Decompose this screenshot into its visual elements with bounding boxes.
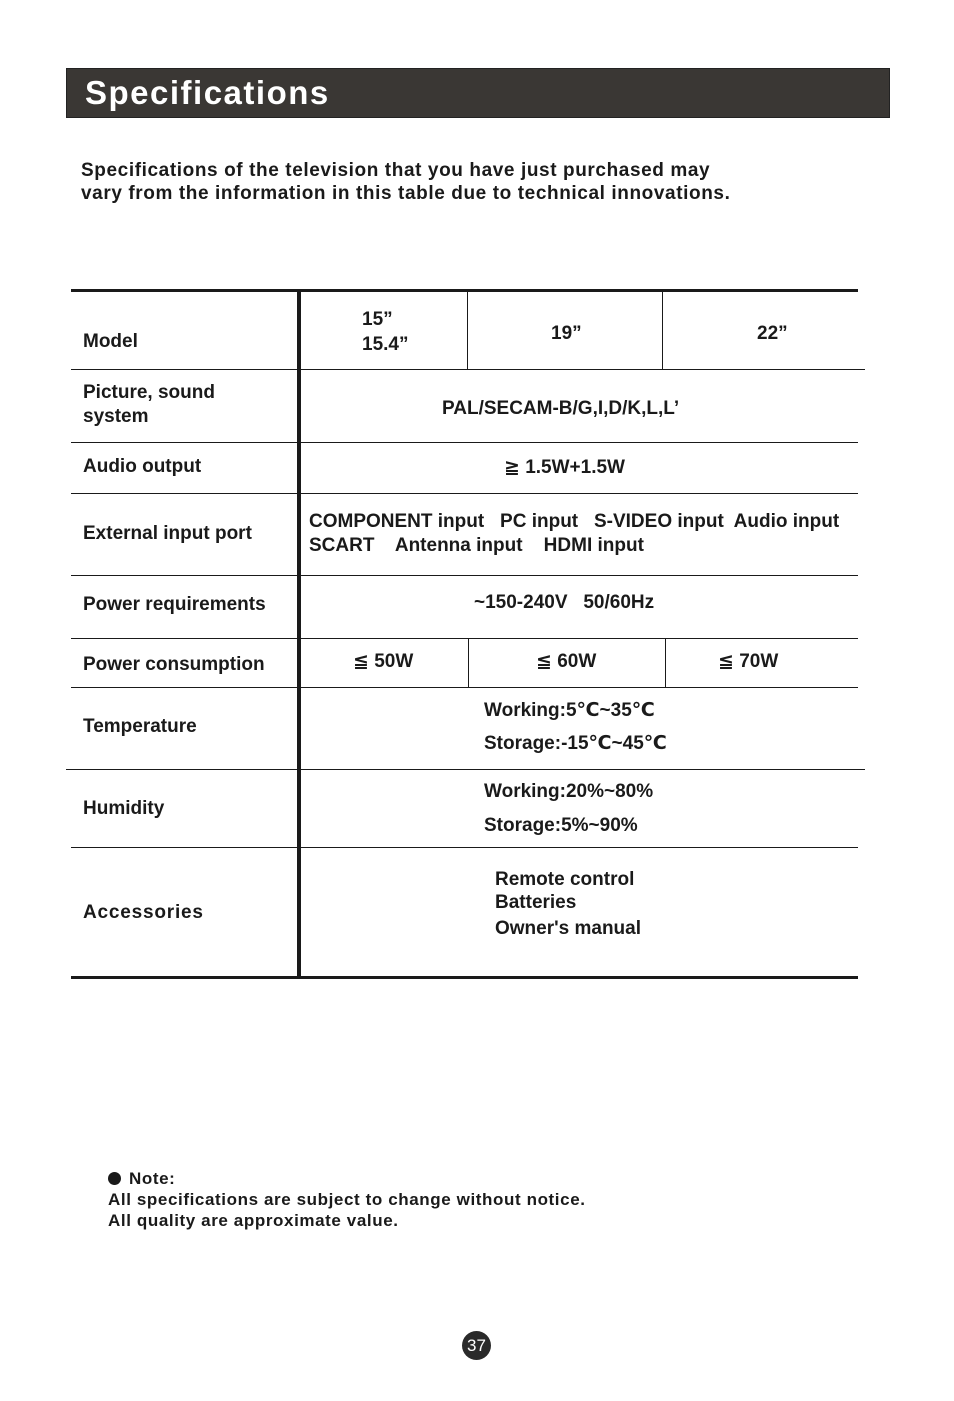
model-value-19: 19” (551, 323, 582, 344)
intro-line-1: Specifications of the television that you have just purchased may (81, 160, 711, 181)
model-value-22: 22” (757, 323, 788, 344)
power-col-divider (665, 638, 666, 687)
row-label-power-consumption: Power consumption (83, 654, 265, 675)
row-divider (66, 769, 865, 770)
row-label-audio-output: Audio output (83, 456, 202, 477)
row-label-model: Model (83, 331, 138, 352)
row-label-external-input: External input port (83, 523, 252, 544)
row-divider (71, 847, 858, 848)
note-line-2: All quality are approximate value. (108, 1211, 399, 1230)
row-divider (71, 638, 858, 639)
page-title: Specifications (85, 74, 330, 111)
accessory-item: Batteries (495, 892, 577, 913)
model-value-15-4: 15.4” (362, 334, 409, 355)
note-block (108, 1168, 586, 1231)
power-consumption-19: ≦ 60W (536, 651, 597, 672)
temperature-working: Working:5℃~35℃ (484, 700, 655, 721)
power-requirements-value: ~150-240V 50/60Hz (474, 592, 655, 613)
picture-sound-value: PAL/SECAM-B/G,I,D/K,L,L’ (442, 398, 680, 419)
row-label-accessories: Accessories (83, 902, 204, 923)
temperature-storage: Storage:-15℃~45℃ (484, 733, 667, 754)
intro-line-2: vary from the information in this table due to technical innovations. (81, 183, 731, 204)
power-consumption-15: ≦ 50W (353, 651, 414, 672)
page-number-badge: 37 (462, 1331, 491, 1360)
humidity-working: Working:20%~80% (484, 781, 654, 802)
row-label-picture-sound-2: system (83, 406, 149, 427)
row-label-temperature: Temperature (83, 716, 197, 737)
table-bottom-rule (71, 976, 858, 979)
accessory-item: Remote control (495, 869, 635, 890)
power-col-divider (468, 638, 469, 687)
bullet-icon (108, 1172, 121, 1185)
note-heading-text: Note: (129, 1169, 176, 1188)
note-line-1: All specifications are subject to change without notice. (108, 1190, 586, 1209)
table-label-divider (297, 290, 301, 979)
humidity-storage: Storage:5%~90% (484, 815, 638, 836)
row-divider (71, 493, 858, 494)
table-top-rule (71, 289, 858, 292)
model-value-15: 15” (362, 309, 393, 330)
page-header (66, 68, 890, 118)
row-label-picture-sound: Picture, sound (83, 382, 215, 403)
intro-paragraph (81, 159, 841, 205)
row-divider (71, 687, 858, 688)
audio-output-value: ≧ 1.5W+1.5W (504, 457, 625, 478)
model-col-divider (467, 292, 468, 369)
power-consumption-22: ≦ 70W (718, 651, 779, 672)
row-divider (71, 442, 858, 443)
external-input-value-2: SCART Antenna input HDMI input (309, 535, 644, 556)
row-divider (71, 575, 858, 576)
model-col-divider (662, 292, 663, 369)
row-label-humidity: Humidity (83, 798, 165, 819)
accessory-item: Owner's manual (495, 918, 642, 939)
row-label-power-requirements: Power requirements (83, 594, 266, 615)
row-divider (71, 369, 865, 370)
external-input-value-1: COMPONENT input PC input S-VIDEO input Audio input (309, 511, 840, 532)
note-heading (108, 1168, 586, 1189)
